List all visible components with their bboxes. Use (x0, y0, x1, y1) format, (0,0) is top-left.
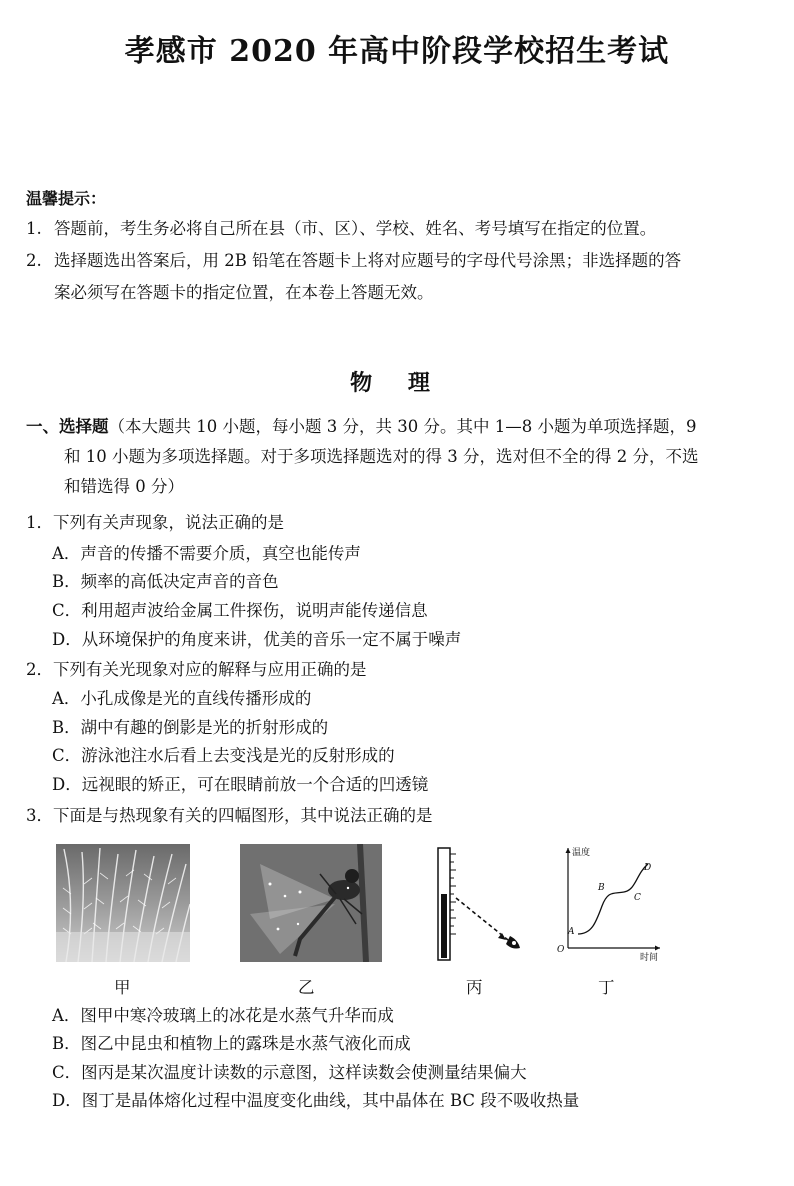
dragonfly-dew-photo (240, 844, 382, 962)
figure-label-bing: 丙 (466, 978, 483, 997)
figure-label-yi: 乙 (298, 978, 315, 997)
section-instruction-line2: 和 10 小题为多项选择题。对于多项选择题选对的得 3 分，选对但不全的得 2 分，不选 (64, 447, 699, 466)
q3-option-d: D．图丁是晶体熔化过程中温度变化曲线，其中晶体在 BC 段不吸收热量 (52, 1091, 580, 1110)
graph-point-c: C (634, 893, 641, 903)
q2-option-d: D．远视眼的矫正，可在眼睛前放一个合适的凹透镜 (52, 775, 429, 794)
figure-label-ding: 丁 (598, 978, 615, 997)
graph-origin: O (557, 945, 565, 955)
eye-icon (506, 936, 520, 949)
tip-text: 答题前，考生务必将自己所在县（市、区）、学校、姓名、考号填写在指定的位置。 (54, 219, 657, 238)
thermometer-reading-diagram (430, 844, 530, 964)
question-3-stem: 3．下面是与热现象有关的四幅图形，其中说法正确的是 (26, 806, 433, 825)
graph-xlabel: 时间 (640, 953, 659, 963)
frost-photo (56, 844, 190, 962)
tip-number: 1. (26, 219, 42, 238)
tip-text-cont: 案必须写在答题卡的指定位置，在本卷上答题无效。 (54, 283, 434, 302)
tip-number: 2. (26, 251, 42, 270)
graph-point-a: A (568, 927, 575, 937)
graph-point-b: B (598, 883, 605, 893)
q1-option-d: D．从环境保护的角度来讲，优美的音乐一定不属于噪声 (52, 630, 462, 649)
exam-title: 孝感市 2020 年高中阶段学校招生考试 (124, 34, 670, 69)
q3-option-b: B．图乙中昆虫和植物上的露珠是水蒸气液化而成 (52, 1034, 411, 1053)
figure-label-jia: 甲 (114, 978, 131, 997)
melting-curve-graph (552, 844, 664, 966)
tips-heading: 温馨提示： (26, 189, 107, 208)
graph-ylabel: 温度 (572, 848, 591, 858)
q1-option-b: B．频率的高低决定声音的音色 (52, 572, 279, 591)
section-instruction-line1: （本大题共 10 小题，每小题 3 分，共 30 分。其中 1—8 小题为单项选择题，9 (108, 417, 697, 436)
q3-option-c: C．图丙是某次温度计读数的示意图，这样读数会使测量结果偏大 (52, 1063, 527, 1082)
section-label: 一、选择题 (26, 417, 109, 436)
question-1-stem: 1．下列有关声现象，说法正确的是 (26, 513, 284, 532)
q2-option-c: C．游泳池注水后看上去变浅是光的反射形成的 (52, 746, 395, 765)
q2-option-b: B．湖中有趣的倒影是光的折射形成的 (52, 718, 329, 737)
subject-heading: 物 理 (350, 371, 444, 396)
q1-option-c: C．利用超声波给金属工件探伤，说明声能传递信息 (52, 601, 428, 620)
graph-point-d: D (644, 863, 652, 873)
q1-option-a: A．声音的传播不需要介质，真空也能传声 (52, 544, 361, 563)
q2-option-a: A．小孔成像是光的直线传播形成的 (52, 689, 312, 708)
q3-option-a: A．图甲中寒冷玻璃上的冰花是水蒸气升华而成 (52, 1006, 394, 1025)
section-choice-instructions (26, 412, 774, 502)
tip-text: 选择题选出答案后，用 2B 铅笔在答题卡上将对应题号的字母代号涂黑；非选择题的答 (54, 251, 682, 270)
section-instruction-line3: 和错选得 0 分） (64, 477, 184, 496)
question-2-stem: 2．下列有关光现象对应的解释与应用正确的是 (26, 660, 367, 679)
